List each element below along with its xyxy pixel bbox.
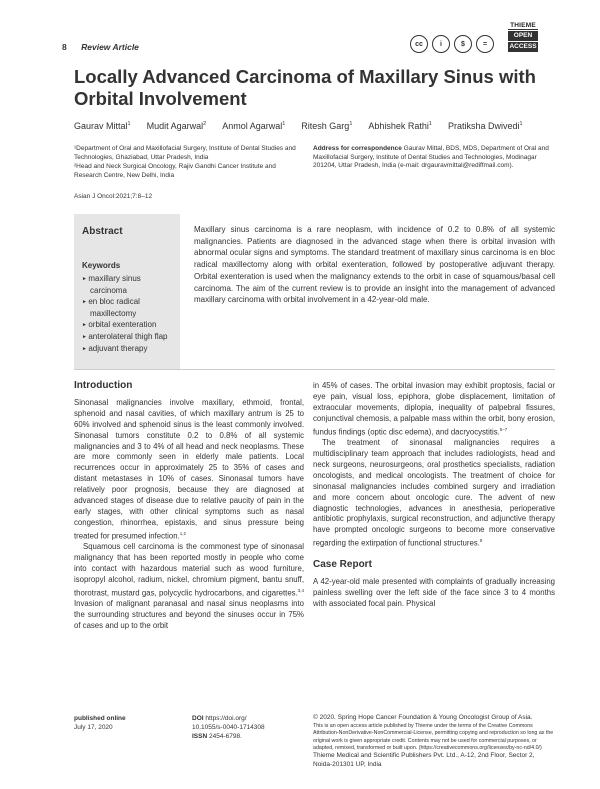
case-report-heading: Case Report (313, 558, 372, 570)
copyright: © 2020. Spring Hope Cancer Foundation & Young Oncologist Group of Asia. (313, 714, 533, 721)
keyword-list (82, 273, 172, 355)
publisher: Thieme Medical and Scientific Publishers Pvt. Ltd., A-12, 2nd Floor, Sector 2, Noida-201301 UP, India (313, 752, 535, 769)
keyword: ► en bloc radical maxillectomy (82, 296, 172, 319)
paragraph: A 42-year-old male presented with complaints of gradually increasing painless swelling over the left side of the face since 3 to 4 months with associated focal pain. Physical (313, 576, 555, 608)
publication-info (74, 714, 126, 732)
page-number: 8 (62, 42, 67, 52)
affiliation: ²Head and Neck Surgical Oncology, Rajiv Gandhi Cancer Institute and Research Centre, New Delhi, India (74, 163, 276, 179)
affiliations (74, 145, 299, 181)
cc-icon: cc (410, 35, 428, 53)
logo-line3: ACCESS (509, 43, 537, 50)
author: Mudit Agarwal$^2$ (146, 121, 207, 131)
citation: Asian J Oncol:2021;7:8–12 (74, 193, 153, 200)
body-column-right (313, 381, 555, 609)
copyright-info (313, 714, 555, 770)
reference: 1,2 (179, 530, 187, 536)
by-icon: i (432, 35, 450, 53)
keyword: ► maxillary sinus carcinoma (82, 273, 172, 296)
doi-label: DOI (192, 715, 204, 722)
license-icons (410, 35, 494, 53)
section-label: Review Article (81, 42, 139, 52)
thieme-open-access-logo (508, 22, 538, 52)
author: Abhishek Rathi$^1$ (368, 121, 432, 131)
divider (74, 369, 555, 370)
paragraph: in 45% of cases. The orbital invasion may exhibit proptosis, facial or eye pain, visual loss, epiphora, globe displacement, limitation of extraocular movements, diplopia, inequality of palpebral fissures, conjunctival chemosis, a palpable mass within the orbit, bony erosion, fundus findings (optic disc edema), and dacryocystitis.$^{5-7}$ (313, 381, 555, 437)
running-head (62, 42, 139, 52)
correspondence-label: Address for correspondence (313, 145, 402, 152)
abstract-text: Maxillary sinus carcinoma is a rare neoplasm, with incidence of 0.2 to 0.8% of all systemic malignancies. Patients are diagnosed in the advanced stage when there is orbital invasion with abnormal ocular signs and symptoms. The standard treatment of maxillary sinus carcinoma is en bloc radical maxillectomy along with orbital exenteration, followed by postoperative adjuvant therapy. Orbital exenteration is used when the malignancy extends to the orbit in case of squamous/basal cell carcinoma. The aim of the current review is to provide an insight into the management of advanced maxillary carcinoma with orbital involvement in a 42-year-old male. (194, 225, 555, 305)
reference: 8 (479, 538, 483, 544)
author: Anmol Agarwal$^1$ (222, 121, 286, 131)
paragraph: Sinonasal malignancies involve maxillary, ethmoid, frontal, sphenoid and nasal cavities, of which maxillary antrum is 25 to 60% involved and sphenoid sinus is the least commonly involved. Sinonasal tumors constitute 0.2 to 0.8% of all systemic malignancies and 3 to 4% of all head and neck neoplasms. These are more commonly seen in elderly male patients. Local recurrences occur in approximately 25 to 35% of cases and distant metastases in 10% of cases. Sinonasal tumors have relatively poor prognosis, because they are diagnosed at advanced stages of disease due to relative paucity of pain in the early stages, with other clinical symptoms such as nasal congestion, rhinorrhea, epistaxis, and sinus pressure being treated for presumed infection.$^{1,2}$ (74, 397, 304, 541)
body-column-left (74, 381, 304, 632)
article-title: Locally Advanced Carcinoma of Maxillary Sinus with Orbital Involvement (74, 66, 536, 109)
author: Ritesh Garg$^1$ (301, 121, 353, 131)
affiliation: ¹Department of Oral and Maxillofacial Surgery, Institute of Dental Studies and Technologies, Ghaziabad, Uttar Pradesh, India (74, 145, 296, 161)
issn-label: ISSN (192, 733, 208, 740)
abstract-sidebar (74, 214, 180, 369)
abstract-heading: Abstract (82, 226, 123, 237)
correspondence-text: Gaurav Mittal, BDS, MDS, Department of Oral and Maxillofacial Surgery, Institute of Dental Studies and Technologies, Modinagar 201204, Uttar Pradesh, India (e-mail: drgauravmittal@rediffmail.com). (313, 145, 549, 169)
keywords-heading: Keywords (82, 261, 121, 270)
introduction-heading: Introduction (74, 380, 133, 391)
published-label: published online (74, 715, 126, 722)
author: Gaurav Mittal$^1$ (74, 121, 131, 131)
nc-icon: $ (454, 35, 472, 53)
doi-info (192, 714, 265, 741)
published-date: July 17, 2020 (74, 724, 113, 731)
logo-line1: THIEME (508, 22, 538, 30)
reference: 3,4 (297, 587, 304, 593)
license-text: This is an open access article published by Thieme under the terms of the Creative Commons Attribution-NonDerivative-NonCommercial-License, permitting copying and reproduction so long as the original work is given appropriate credit. Contents may not be used for commercial purposes, or adapted, remixed, transformed or built upon. (https://creativecommons.org/licenses/by-nc-nd/4.0/) (313, 722, 554, 752)
nd-icon: = (476, 35, 494, 53)
keyword: ► adjuvant therapy (82, 343, 172, 355)
keyword: ► orbital exenteration (82, 319, 172, 331)
correspondence (313, 145, 558, 171)
logo-line2: OPEN (508, 31, 538, 41)
paragraph: The treatment of sinonasal malignancies requires a multidisciplinary team approach that includes radiologists, head and neck surgeons, neurosurgeons, oral prosthetics specialists, radiation oncologists, and medical oncologists. The treatment of choice for sinonasal malignancies includes combined surgery and irradiation and more concern about oncologic cure. The advent of new diagnostic technologies, advances in anesthesia, perioperative antibiotic prophylaxis, surgical reconstruction, and adjunctive therapy have prompted oncologic surgeons to become more conservative regarding the extirpation of functional structures.$^8$ (313, 438, 555, 548)
paragraph: Squamous cell carcinoma is the commonest type of sinonasal malignancy that has been reported mostly in people who come into contact with hazardous material such as wood furniture, isopropyl alcohol, radium, nickel, chromium pigment, bantu snuff, thorotrast, mustard gas, polycyclic hydrocarbons, and cigarettes.$^{3,4}$ Invasion of malignant paranasal and nasal sinus neoplasms into the surrounding structures and beyond the sinuses occur in 75% of cases and up to the orbit (74, 542, 304, 631)
doi-value: 10.1055/s-0040-1714308 (192, 724, 265, 731)
keyword: ► anterolateral thigh flap (82, 331, 172, 343)
issn-value: 2454-6798. (208, 733, 242, 740)
reference: 5–7 (499, 426, 508, 432)
author: Pratiksha Dwivedi$^1$ (447, 121, 523, 131)
doi-link[interactable]: https://doi.org/ (205, 715, 247, 722)
author-list (74, 121, 554, 131)
